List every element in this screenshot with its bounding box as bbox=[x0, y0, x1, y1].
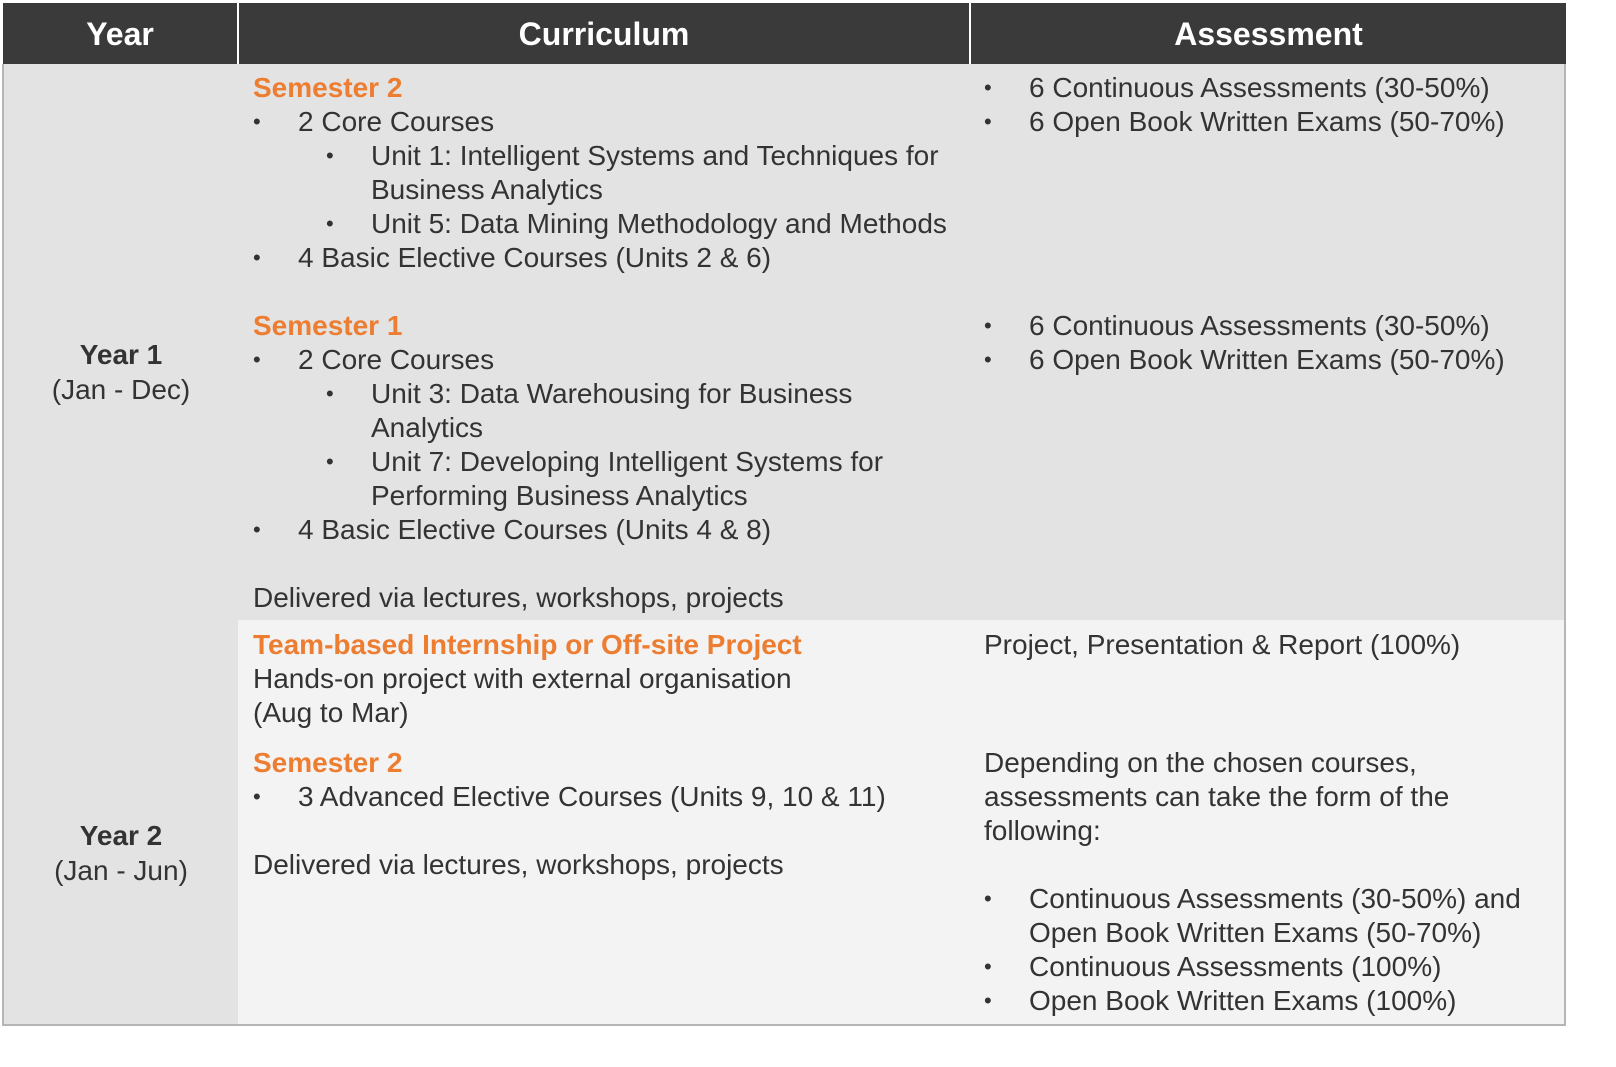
y2-option1-line2: Open Book Written Exams (50-70%) bbox=[1029, 917, 1482, 948]
year1-label bbox=[4, 337, 238, 407]
y2-option3: Open Book Written Exams (100%) bbox=[1029, 985, 1457, 1016]
bullet-icon: • bbox=[326, 143, 334, 168]
year2-cell bbox=[2, 679, 240, 1026]
bullet-icon: • bbox=[326, 211, 334, 236]
y2-assess-intro-line2: assessments can take the form of the bbox=[984, 781, 1450, 812]
year1-curriculum-cell bbox=[238, 64, 971, 622]
y2-delivery: Delivered via lectures, workshops, projects bbox=[253, 849, 784, 880]
y1-sem1-assess1: 6 Continuous Assessments (30-50%) bbox=[1029, 310, 1490, 341]
year2-range: (Jan - Jun) bbox=[54, 855, 188, 886]
y1-unit1-line2: Business Analytics bbox=[371, 174, 603, 205]
year2-title: Year 2 bbox=[79, 820, 163, 851]
bullet-icon: • bbox=[253, 517, 261, 542]
y1-unit7-line1: Unit 7: Developing Intelligent Systems for bbox=[371, 446, 884, 477]
bullet-icon: • bbox=[326, 381, 334, 406]
y2-option1-line1: Continuous Assessments (30-50%) and bbox=[1029, 883, 1521, 914]
year2-label bbox=[4, 818, 238, 888]
y1-sem2-assess1: 6 Continuous Assessments (30-50%) bbox=[1029, 72, 1490, 103]
y1-sem2-elective: 4 Basic Elective Courses (Units 2 & 6) bbox=[298, 242, 772, 273]
bullet-icon: • bbox=[984, 313, 992, 338]
y1-unit3-line2: Analytics bbox=[371, 412, 484, 443]
internship-desc: Hands-on project with external organisation bbox=[253, 663, 792, 694]
y1-delivery: Delivered via lectures, workshops, projects bbox=[253, 582, 784, 613]
bullet-icon: • bbox=[253, 347, 261, 372]
year1-range: (Jan - Dec) bbox=[51, 374, 191, 405]
year1-assessment-cell bbox=[969, 64, 1566, 622]
header-assessment: Assessment bbox=[971, 3, 1566, 66]
y1-sem2-assess2: 6 Open Book Written Exams (50-70%) bbox=[1029, 106, 1505, 137]
header-curriculum: Curriculum bbox=[239, 3, 969, 66]
y1-sem1-core: 2 Core Courses bbox=[298, 344, 495, 375]
bullet-icon: • bbox=[253, 245, 261, 270]
bullet-icon: • bbox=[984, 109, 992, 134]
y2-assess-intro-line1: Depending on the chosen courses, bbox=[984, 747, 1417, 778]
internship-assessment: Project, Presentation & Report (100%) bbox=[984, 629, 1461, 660]
y1-unit7-line2: Performing Business Analytics bbox=[371, 480, 748, 511]
internship-assessment-cell bbox=[969, 620, 1566, 740]
y1-sem2-title: Semester 2 bbox=[253, 72, 403, 103]
y1-unit1-line1: Unit 1: Intelligent Systems and Techniques for bbox=[371, 140, 939, 171]
y2-assess-intro-line3: following: bbox=[984, 815, 1101, 846]
bullet-icon: • bbox=[984, 75, 992, 100]
bullet-icon: • bbox=[253, 784, 261, 809]
y1-sem1-assess2: 6 Open Book Written Exams (50-70%) bbox=[1029, 344, 1505, 375]
bullet-icon: • bbox=[984, 954, 992, 979]
internship-curriculum-cell bbox=[238, 620, 971, 740]
year2-curriculum-cell bbox=[238, 738, 971, 1026]
year1-cell bbox=[2, 64, 240, 681]
y1-sem1-title: Semester 1 bbox=[253, 310, 403, 341]
y2-option2: Continuous Assessments (100%) bbox=[1029, 951, 1442, 982]
y1-sem1-elective: 4 Basic Elective Courses (Units 4 & 8) bbox=[298, 514, 772, 545]
year1-title: Year 1 bbox=[79, 339, 163, 370]
bullet-icon: • bbox=[984, 886, 992, 911]
bullet-icon: • bbox=[984, 988, 992, 1013]
y1-sem2-core: 2 Core Courses bbox=[298, 106, 495, 137]
y2-sem2-elective: 3 Advanced Elective Courses (Units 9, 10 & 11) bbox=[298, 781, 886, 812]
bullet-icon: • bbox=[253, 109, 261, 134]
y2-sem2-title: Semester 2 bbox=[253, 747, 403, 778]
y1-unit5: Unit 5: Data Mining Methodology and Methods bbox=[371, 208, 947, 239]
bullet-icon: • bbox=[984, 347, 992, 372]
bullet-icon: • bbox=[326, 449, 334, 474]
internship-title: Team-based Internship or Off-site Project bbox=[253, 629, 802, 660]
internship-period: (Aug to Mar) bbox=[253, 697, 409, 728]
header-year: Year bbox=[3, 3, 237, 66]
y1-unit3-line1: Unit 3: Data Warehousing for Business bbox=[371, 378, 853, 409]
year2-assessment-cell bbox=[969, 738, 1566, 1026]
